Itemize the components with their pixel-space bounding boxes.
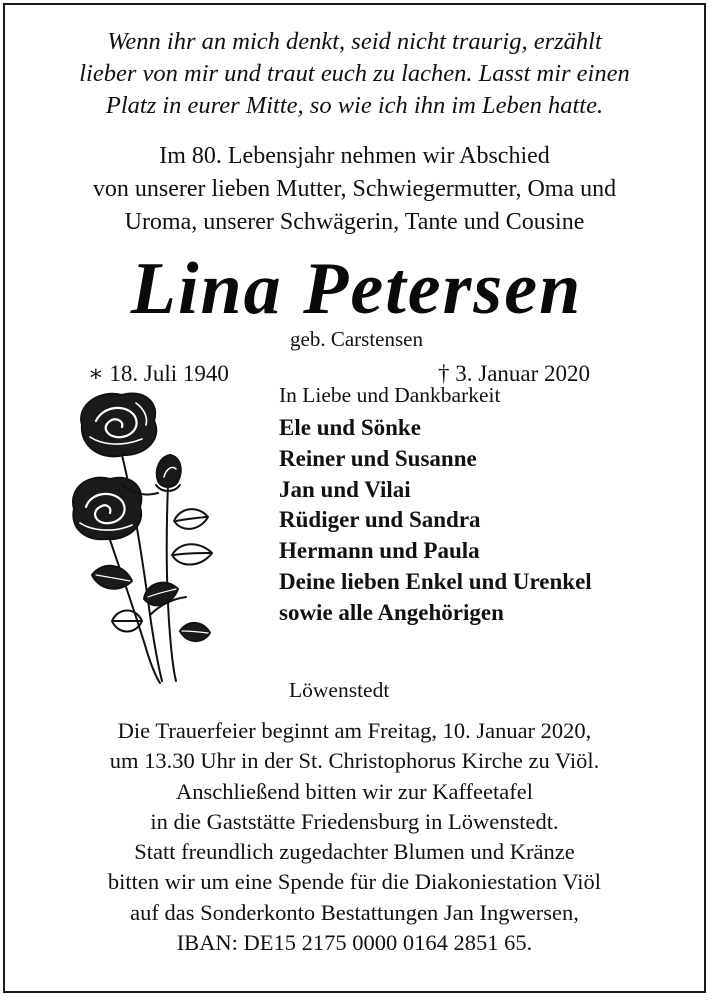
funeral-notice — [0, 716, 709, 958]
mourner-entry: Jan und Vilai — [279, 476, 411, 502]
notice-line: auf das Sonderkonto Bestattungen Jan Ingwersen, — [130, 899, 579, 925]
mourners — [279, 380, 699, 629]
poem-line: lieber von mir und traut euch zu lachen. Lasst mir einen — [79, 60, 630, 87]
mourner-entry: Rüdiger und Sandra — [279, 507, 481, 533]
intro-text — [0, 140, 709, 239]
mourner-entry: Reiner und Susanne — [279, 445, 477, 471]
deceased-name: Lina Petersen — [130, 248, 583, 330]
poem-line: Platz in eurer Mitte, so wie ich ihn im Leben hatte. — [105, 92, 604, 119]
poem — [0, 26, 709, 122]
notice-line: in die Gaststätte Friedensburg in Löwenstedt. — [150, 808, 559, 834]
notice-line: Die Trauerfeier beginnt am Freitag, 10. Januar 2020, — [117, 718, 592, 743]
mourner-entry: Ele und Sönke — [279, 415, 421, 440]
poem-line: Wenn ihr an mich denkt, seid nicht traurig, erzählt — [107, 28, 602, 55]
rose-icon — [62, 385, 228, 685]
mourners-heading: In Liebe und Dankbarkeit — [279, 383, 501, 407]
intro-line: Uroma, unserer Schwägerin, Tante und Cousine — [124, 209, 585, 235]
mourner-entry: Hermann und Paula — [279, 538, 480, 564]
mourner-entry: Deine lieben Enkel und Urenkel — [279, 568, 592, 594]
notice-line: Statt freundlich zugedachter Blumen und Kränze — [134, 839, 575, 865]
intro-line: von unserer lieben Mutter, Schwiegermutter, Oma und — [92, 176, 617, 202]
notice-line: um 13.30 Uhr in der St. Christophorus Kirche zu Viöl. — [109, 748, 600, 774]
notice-line: Anschließend bitten wir zur Kaffeetafel — [176, 778, 533, 804]
notice-line: IBAN: DE15 2175 0000 0164 2851 65. — [176, 930, 533, 956]
birth-name: geb. Carstensen — [290, 327, 423, 351]
place: Löwenstedt — [289, 678, 390, 702]
intro-line: Im 80. Lebensjahr nehmen wir Abschied — [159, 143, 550, 169]
mourner-entry: sowie alle Angehörigen — [279, 599, 504, 625]
notice-line: bitten wir um eine Spende für die Diakoniestation Viöl — [107, 869, 602, 895]
birth-date: ∗ 18. Juli 1940 — [88, 361, 229, 386]
death-date: † 3. Januar 2020 — [438, 361, 591, 386]
